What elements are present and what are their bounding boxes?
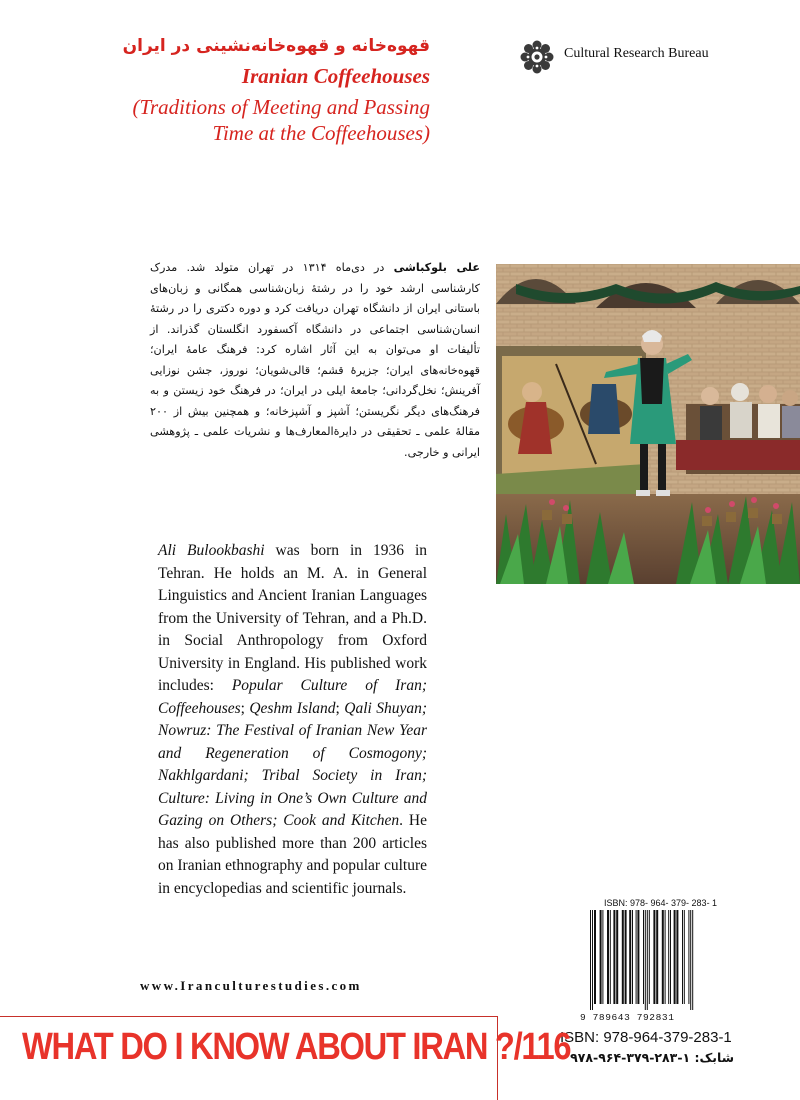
author-bio-english xyxy=(158,540,427,900)
bio-fa-works: فرهنگ عامهٔ ایران؛ قهوه‌خانه‌های ایران؛ جزیرهٔ قشم؛ قالی‌شویان؛ نوروز، جشن نوزایی آفرینش؛ نخل‌گردانی؛ جامعهٔ ایلی در ایران؛ در فرهنگ خود زیستن و به فرهنگ‌های دیگر نگریستن؛ آشپز و آشپزخانه؛ xyxy=(150,343,480,418)
author-name-persian: علی بلوکباشی xyxy=(393,261,480,274)
barcode-isbn-label: ISBN: 978- 964- 379- 283- 1 xyxy=(604,898,718,908)
book-title-persian: قهوه‌خانه و قهوه‌خانه‌نشینی در ایران xyxy=(122,36,430,56)
bio-en-text-3: ; xyxy=(335,699,345,717)
publisher-name: Cultural Research Bureau xyxy=(564,46,709,61)
bio-en-works-3: Qali Shuyan; Nowruz: The Festival of Iranian New Year and Regeneration of Cosmogony; Nakhlgardani; Tribal Society in Iran; Culture: Living in One’s Own Culture and Gazing on Others; Cook and Kitchen xyxy=(158,699,427,829)
bio-en-works-2: Qeshm Island xyxy=(249,699,336,717)
book-title-english: Iranian Coffeehouses xyxy=(241,64,430,88)
series-title: WHAT DO I KNOW ABOUT IRAN ?/116 xyxy=(22,1026,571,1068)
bio-en-text-1: was born in 1936 in Tehran. He holds an M. A. in General Linguistics and Ancient Iranian Languages from the University of Tehran, and a Ph.D. in Social Anthropology from Oxford University in England. His published work includes: xyxy=(158,542,427,694)
bio-fa-text-2: و همچنین بیش از ۲۰۰ مقالهٔ علمی ـ تحقیقی در دایرةالمعارف‌ها و نشریات علمی ـ پژوهشی ایرانی و خارجی. xyxy=(150,404,480,459)
isbn-barcode xyxy=(586,910,702,1010)
barcode-digits: 9 789643 792831 xyxy=(580,1012,675,1023)
bio-fa-text-1: در دی‌ماه ۱۳۱۴ در تهران متولد شد. مدرک کارشناسی ارشد خود را در رشتهٔ زبان‌شناسی همگانی و زبان‌های باستانی ایران از دانشگاه تهران دریافت کرد و دوره دکتری را در رشتهٔ انسان‌شناسی اجتماعی در دانشگاه آکسفورد انگلستان گذراند. از تألیفات او می‌توان به این آثار اشاره کرد: xyxy=(150,261,480,356)
author-name-english: Ali Bulookbashi xyxy=(158,542,265,559)
isbn-english: ISBN: 978-964-379-283-1 xyxy=(560,1029,732,1046)
bio-en-works-1: Popular Culture of Iran; Coffeehouses xyxy=(158,677,427,717)
author-bio-persian xyxy=(150,258,480,463)
book-subtitle xyxy=(100,94,430,146)
website-url: www.Iranculturestudies.com xyxy=(140,978,362,993)
subtitle-line-2: Time at the Coffeehouses) xyxy=(212,121,430,145)
subtitle-line-1: (Traditions of Meeting and Passing xyxy=(132,95,430,119)
bio-en-text-4: . He has also published more than 200 articles on Iranian ethnography and popular culture in encyclopedias and scientific journals. xyxy=(158,812,428,897)
isbn-persian: شابک: ۱-۲۸۳-۳۷۹-۹۶۴-۹۷۸ xyxy=(570,1050,734,1065)
star-flower-logo-icon xyxy=(520,40,554,74)
bio-en-text-2: ; xyxy=(240,699,250,717)
coffeehouse-performance-photo xyxy=(496,264,800,584)
